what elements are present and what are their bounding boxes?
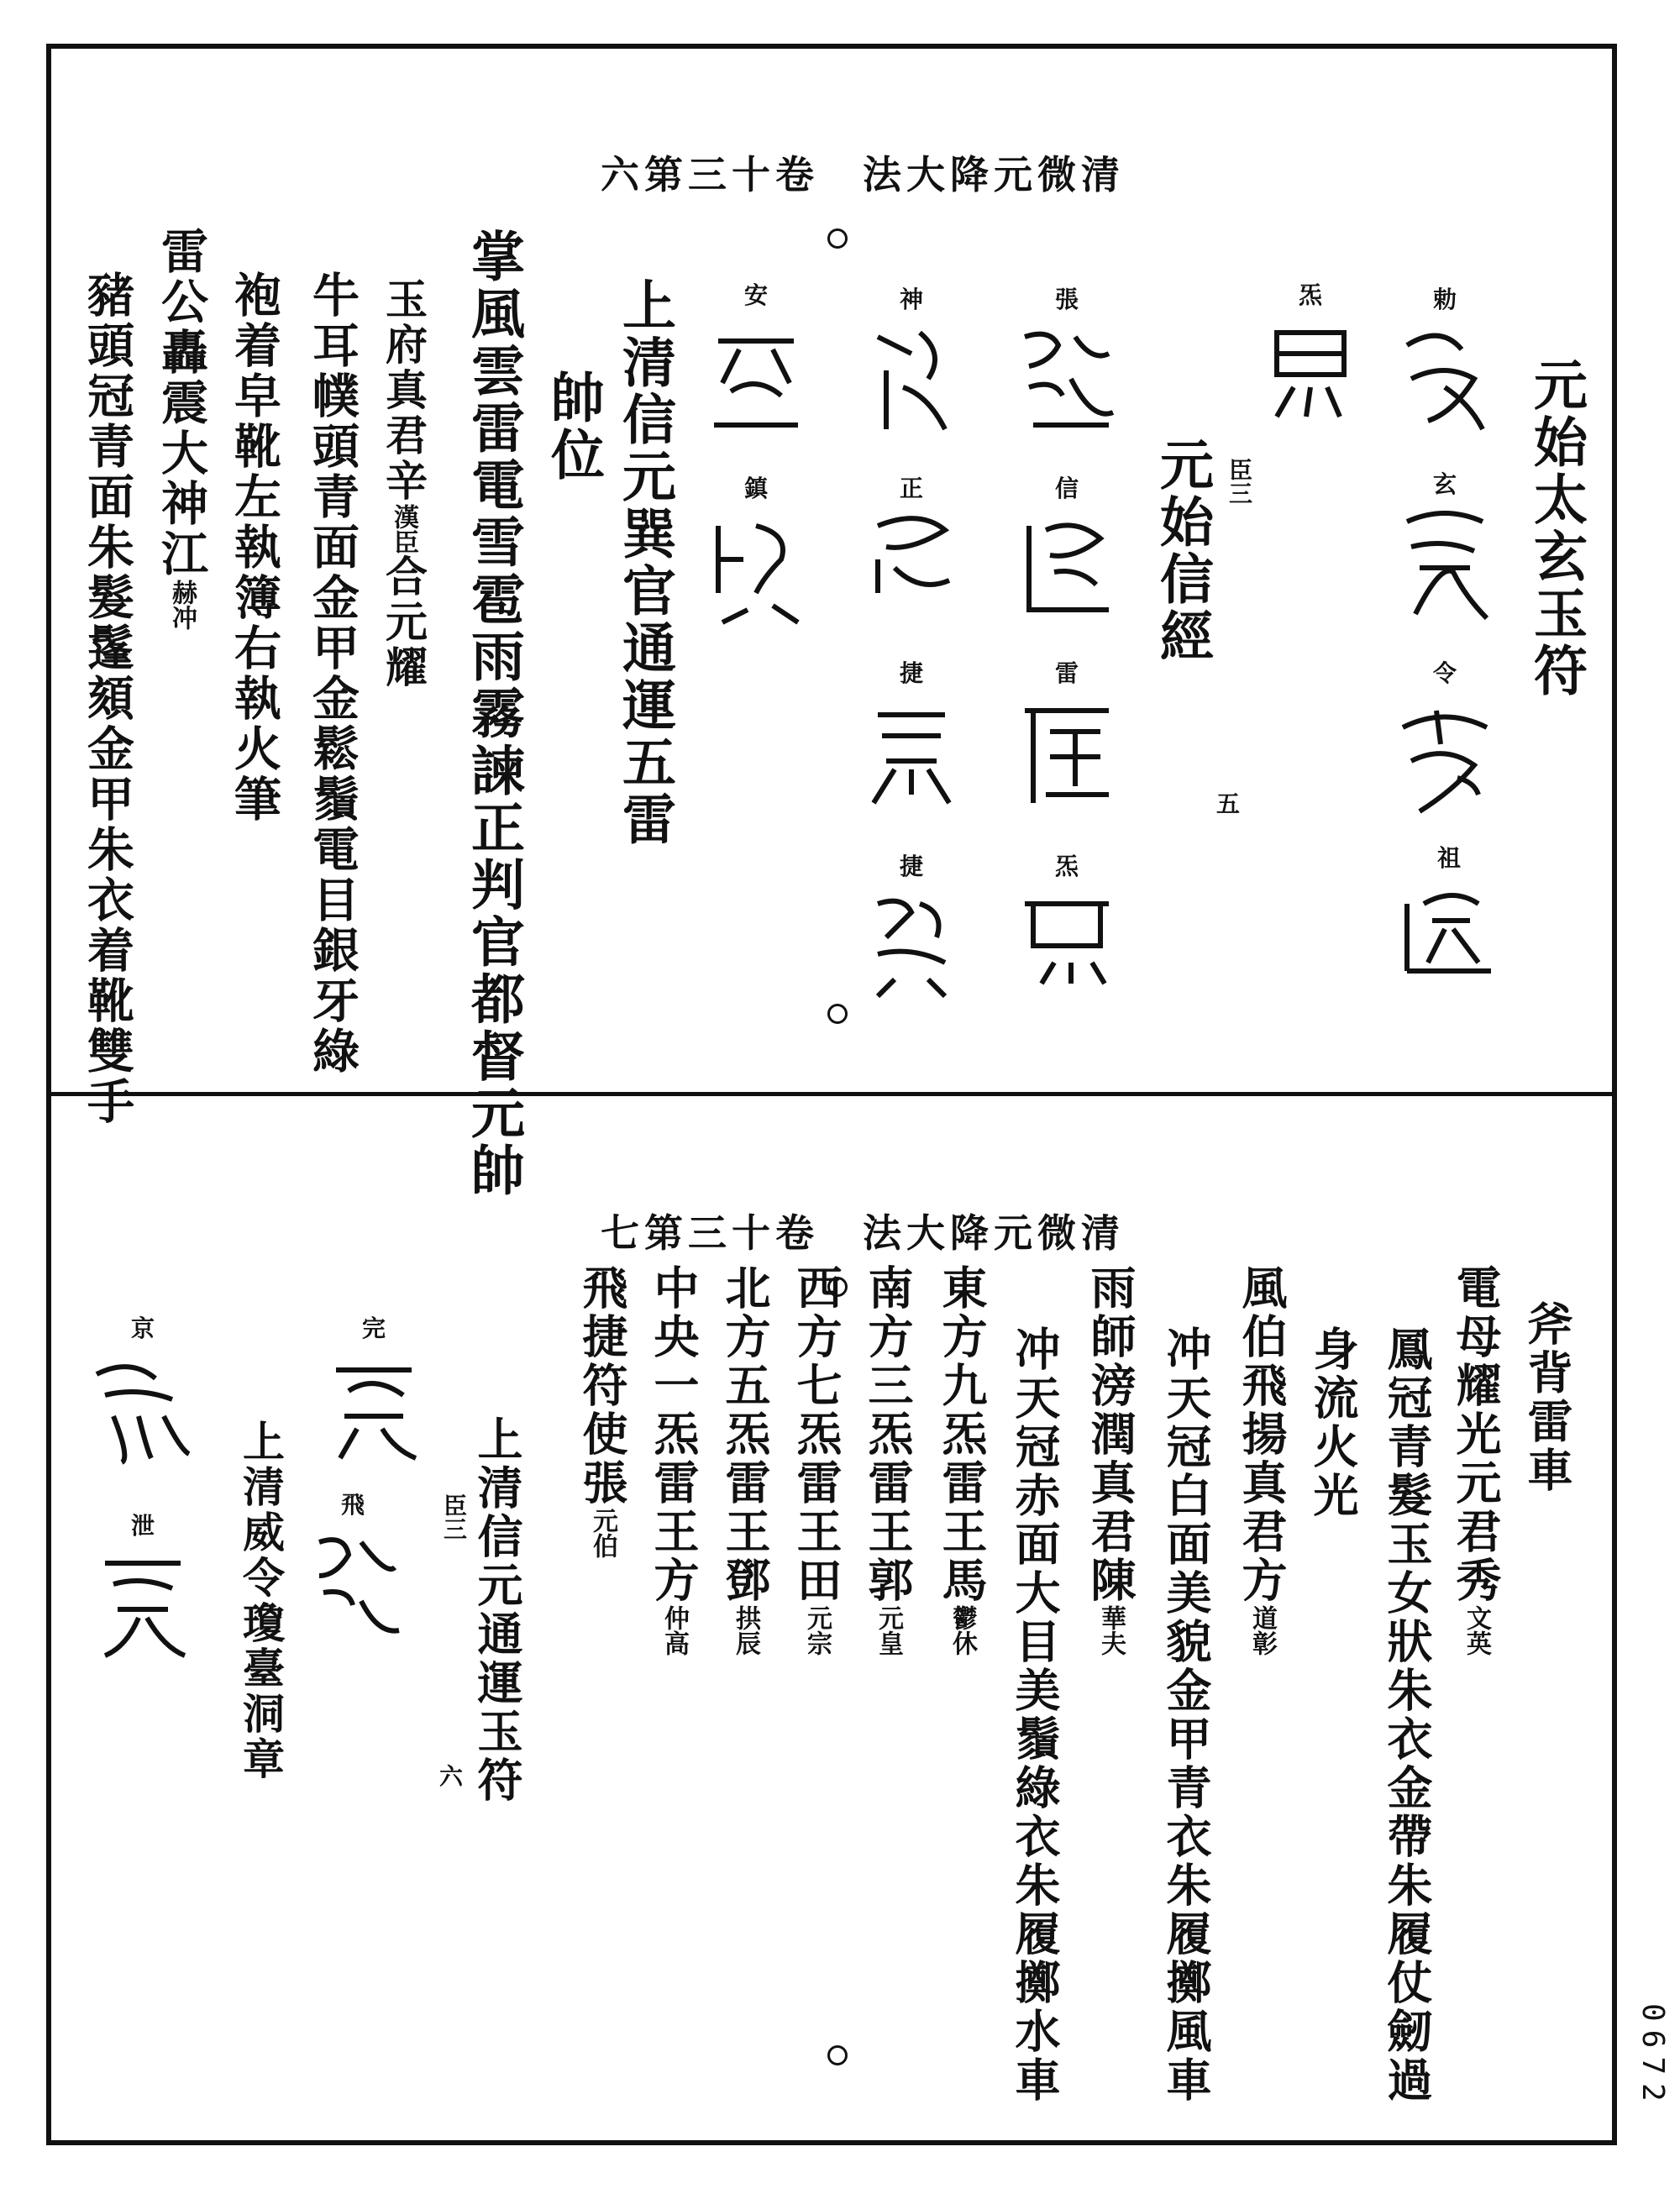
talisman-ling: 令 [1394, 655, 1495, 820]
talisman-jie-2: 捷 [861, 848, 962, 1005]
bottom-col-4: 身流火光 [1306, 1325, 1360, 1520]
talisman-zhang: 張 [1016, 281, 1117, 438]
talisman-xuan: 玄 [1394, 466, 1495, 622]
talisman-qi-1: 炁 [1260, 277, 1361, 425]
top-col-6: 玉府真君辛漢臣合元耀 [379, 277, 428, 690]
top-col-7: 牛耳幞頭青面金甲金鬆鬚電目銀牙綠 [305, 270, 360, 1077]
top-binding-ring-upper [827, 228, 848, 249]
talisman-zheng: 正 [861, 470, 962, 601]
talisman-lei: 雷 [1016, 655, 1117, 811]
bottom-col-6: 冲天冠白面美貌金甲青衣朱履擲風車 [1159, 1325, 1213, 2105]
talisman-wan: 完 [323, 1310, 424, 1467]
talisman-zu: 祖 [1394, 840, 1504, 996]
bottom-col-15: 上清信元通運玉符 [470, 1415, 524, 1805]
top-mark-chen: 臣三 [1226, 458, 1253, 505]
talisman-qi-2: 炁 [1016, 848, 1117, 988]
bottom-col-3: 鳳冠青髮玉女狀朱衣金帶朱履仗劒過 [1380, 1325, 1434, 2105]
talisman-shen: 神 [861, 281, 962, 438]
bottom-col-12: 北方五炁雷王鄧拱辰 [718, 1264, 772, 1656]
bottom-col-9: 東方九炁雷王馬鬱休 [935, 1264, 989, 1656]
bottom-col-5: 風伯飛揚真君方道彰 [1235, 1264, 1289, 1656]
talisman-jing: 京 [88, 1310, 197, 1467]
top-col-3: 上清信元巽官通運五雷 [613, 277, 676, 848]
bottom-col-11: 西方七炁雷王田元宗 [790, 1264, 843, 1656]
bottom-col-16: 上清威令瓊臺洞章 [236, 1420, 286, 1782]
talisman-an: 安 [706, 277, 806, 433]
top-col-9: 雷公轟震大神江赫冲 [154, 227, 209, 630]
top-running-header: 六第三十卷 法大降元微清 [601, 152, 1125, 197]
top-col-6-note: 漢臣 [389, 504, 418, 554]
top-col-5: 掌風雲雷電雪雹雨霧諫正判官都督元帥 [462, 228, 525, 1199]
talisman-fei: 飛 [302, 1487, 403, 1643]
bottom-col-10: 南方三炁雷王郭元皇 [861, 1264, 915, 1656]
top-col-8: 袍着皁靴左執簿右執火筆 [227, 270, 282, 825]
top-col-2: 元始信經 [1151, 437, 1214, 665]
bottom-running-header: 七第三十卷 法大降元微清 [601, 1210, 1125, 1256]
bottom-mark-chen: 臣三 [440, 1493, 468, 1540]
bottom-col-2: 電母耀光元君秀文英 [1449, 1264, 1503, 1656]
bottom-col-7: 雨師滂潤真君陳華夫 [1084, 1264, 1137, 1656]
panel-divider [46, 1092, 1617, 1096]
bottom-binding-ring-lower [827, 2045, 848, 2065]
bottom-col-1: 斧背雷車 [1520, 1300, 1574, 1495]
top-binding-ring-lower [827, 1004, 848, 1024]
bottom-col-13: 中央一炁雷王方仲高 [647, 1264, 701, 1656]
page-number: 0672 [1635, 2003, 1670, 2110]
bottom-mark-six: 六 [436, 1764, 464, 1787]
top-col-9-note: 赫冲 [167, 580, 197, 630]
top-col-10: 豬頭冠青面朱髮鬔頦金甲朱衣着靴雙手 [80, 270, 135, 1127]
bottom-col-8: 冲天冠赤面大目美鬚綠衣朱履擲水車 [1008, 1325, 1062, 2105]
talisman-xie: 泄 [92, 1508, 193, 1664]
talisman-zhen: 鎮 [706, 470, 806, 627]
top-mark-five: 五 [1213, 791, 1241, 815]
bottom-binding-ring-upper [827, 1277, 848, 1297]
top-col-4: 帥位 [542, 370, 605, 484]
bottom-col-14: 飛捷符使張元伯 [575, 1264, 629, 1558]
talisman-chi: 勅 [1394, 281, 1495, 438]
top-col-1: 元始太玄玉符 [1525, 357, 1588, 700]
talisman-jie-1: 捷 [861, 655, 962, 811]
talisman-xin: 信 [1016, 470, 1117, 627]
